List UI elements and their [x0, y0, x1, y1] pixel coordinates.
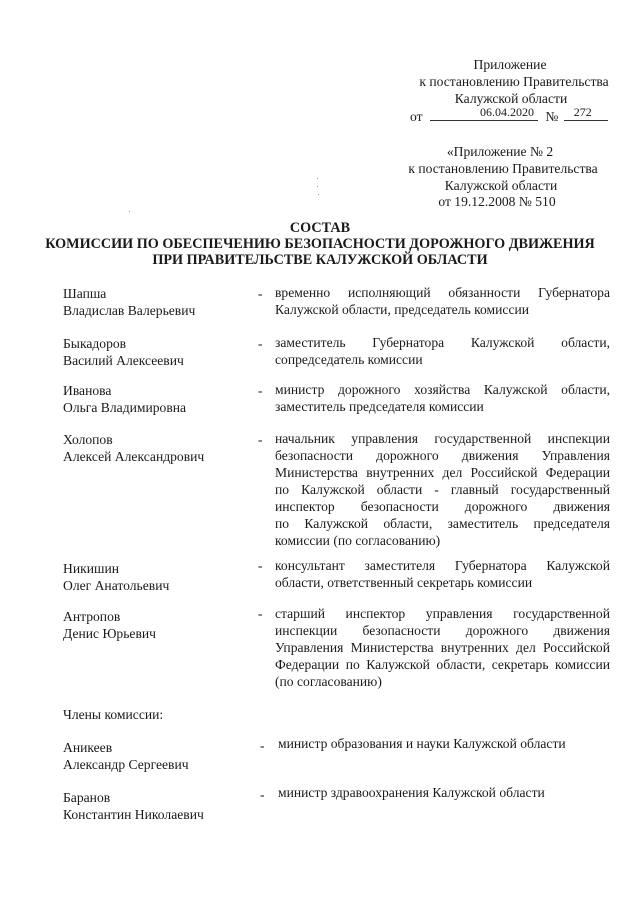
dash-separator: - — [258, 286, 263, 301]
old-appendix-date-line: от 19.12.2008 № 510 — [438, 194, 556, 209]
dash-separator: - — [258, 606, 263, 621]
member-surname: Шапша — [63, 286, 107, 301]
old-appendix-region-line: Калужской области — [444, 178, 558, 193]
member-surname: Холопов — [63, 432, 113, 447]
member-given-name: Ольга Владимировна — [63, 400, 187, 415]
member-position: начальник управления государственной инспекции безопасности дорожного движения Управления Министерства внутренних дел Российской Федерации по Калужской области - главный государственный инспектор безопасности дорожного движения по Калужской области, заместитель председателя комиссии (по согласованию) — [275, 431, 610, 548]
old-appendix-label: «Приложение № 2 — [446, 144, 554, 159]
member-position: министр дорожного хозяйства Калужской области, заместитель председателя комиссии — [275, 382, 610, 414]
number-prefix: № — [545, 109, 559, 124]
member-surname: Иванова — [63, 383, 112, 398]
document-title-line3: ПРИ ПРАВИТЕЛЬСТВЕ КАЛУЖСКОЙ ОБЛАСТИ — [152, 252, 488, 268]
date-prefix: от — [410, 109, 423, 124]
member-position: консультант заместителя Губернатора Калужской области, ответственный секретарь комиссии — [275, 558, 610, 590]
member-given-name: Владислав Валерьевич — [63, 303, 196, 318]
member-given-name: Константин Николаевич — [63, 807, 204, 822]
number-value: 272 — [573, 105, 592, 119]
dash-separator: - — [258, 336, 263, 351]
dash-separator: - — [258, 432, 263, 447]
member-given-name: Алексей Александрович — [63, 449, 205, 464]
member-given-name: Олег Анатольевич — [63, 578, 170, 593]
member-position: министр образования и науки Калужской области — [278, 736, 566, 751]
appendix-resolution-line: к постановлению Правительства — [419, 74, 609, 89]
members-heading: Члены комиссии: — [63, 707, 164, 722]
member-given-name: Александр Сергеевич — [63, 757, 189, 772]
document-title: СОСТАВ — [289, 220, 351, 236]
member-position: заместитель Губернатора Калужской области, сопредседатель комиссии — [275, 335, 610, 367]
member-surname: Никишин — [63, 561, 119, 576]
number-field — [564, 106, 608, 121]
old-appendix-resolution-line: к постановлению Правительства — [408, 161, 598, 176]
member-surname: Баранов — [63, 790, 111, 805]
dash-separator: - — [258, 558, 263, 573]
dash-separator: - — [260, 738, 265, 753]
member-surname: Аникеев — [63, 740, 113, 755]
member-surname: Антропов — [63, 609, 121, 624]
appendix-date-line — [410, 106, 608, 125]
member-position: временно исполняющий обязанности Губернатора Калужской области, председатель комиссии — [275, 285, 610, 317]
document-title-line2: КОМИССИИ ПО ОБЕСПЕЧЕНИЮ БЕЗОПАСНОСТИ ДОРОЖНОГО ДВИЖЕНИЯ — [45, 236, 595, 252]
appendix-label: Приложение — [473, 57, 547, 72]
dash-separator: - — [260, 787, 265, 802]
member-position: министр здравоохранения Калужской области — [278, 785, 545, 800]
date-field — [430, 106, 538, 121]
dash-separator: - — [258, 383, 263, 398]
date-value: 06.04.2020 — [479, 105, 534, 119]
member-surname: Быкадоров — [63, 336, 127, 351]
member-given-name: Василий Алексеевич — [63, 353, 184, 368]
appendix-region-line: Калужской области — [454, 91, 568, 106]
member-given-name: Денис Юрьевич — [63, 626, 156, 641]
member-position: старший инспектор управления государственной инспекции безопасности дорожного движения Управления Министерства внутренних дел Российской Федерации по Калужской области, секретарь комиссии (по согласованию) — [275, 606, 610, 689]
